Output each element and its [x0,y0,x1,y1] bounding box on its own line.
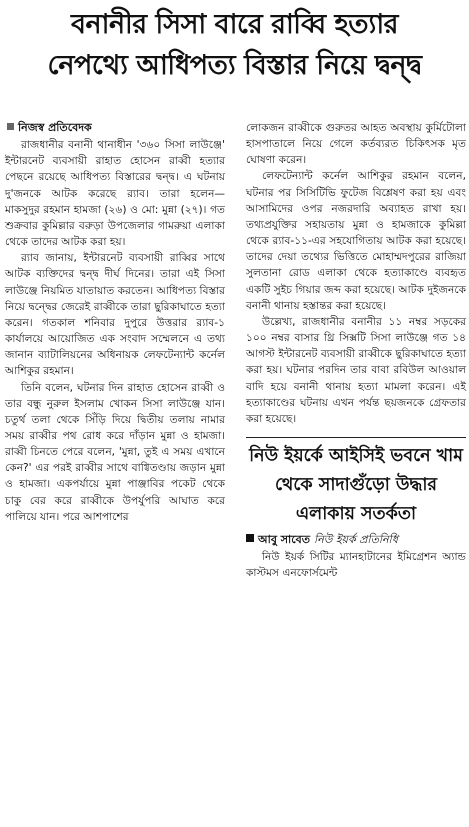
left-column [5,120,225,525]
second-story-byline-name: আবু সাবেত [258,532,311,546]
byline [5,120,225,136]
paragraph: র‍্যাব জানায়, ইন্টারনেট ব্যবসায়ী রাব্বির সাথে আটক ব্যক্তিদের দ্বন্দ্ব দীর্ঘ দিনের। তারা এই সিসা লাউঞ্জে নিয়মিত যাতায়াত করতেন। আধিপত্য বিস্তার নিয়ে দ্বন্দ্বের জেরেই রাব্বীকে তারা ছুরিকাঘাতে হত্যা করেন। গতকাল শনিবার দুপুরে উত্তরার র‍্যাব-১ কার্যালয়ে আয়োজিত এক সংবাদ সম্মেলনে এ তথ্য জানান ব্যাটালিয়নের অধিনায়ক লেফটেন্যান্ট কর্নেল আশিকুর রহমান। [5,252,225,378]
headline [6,4,463,86]
byline-bullet-icon [246,534,254,542]
second-story [246,437,466,581]
byline-bullet-icon [7,123,14,130]
headline-line-1: বনানীর সিসা বারে রাব্বি হত্যার [70,9,399,40]
paragraph: লোকজন রাব্বীকে গুরুতর আহত অবস্থায় কুর্মিটোলা হাসপাতালে নিয়ে গেলে কর্তব্যরত চিকিৎসক মৃত ঘোষণা করেন। [246,122,466,167]
second-story-byline [246,532,466,548]
paragraph: রাজধানীর বনানী থানাধীন '৩৬০ সিসা লাউঞ্জে' ইন্টারনেট ব্যবসায়ী রাহাত হোসেন রাব্বী হত্যার পেছনে রয়েছে আধিপত্য বিস্তারের দ্বন্দ্ব। এ ঘটনায় দু'জনকে আটক করেছে র‍্যাব। তারা হলেন— মাকসুদুর রহমান হামজা (২৬) ও মো: মুন্না (২৭)। গত শুক্রবার কুমিল্লার বরুড়া উপজেলার গামরুয়া এলাকা থেকে তাদের আটক করা হয়। [5,139,225,249]
second-story-lead: নিউ ইয়র্ক সিটির ম্যানহাটানের ইমিগ্রেশন অ্যান্ড কাস্টমস এনফোর্সমেন্ট [246,551,466,580]
second-story-byline-desk: নিউ ইয়র্ক প্রতিনিধি [314,532,398,546]
second-story-headline: নিউ ইয়র্কে আইসিই ভবনে খাম থেকে সাদাগুঁড়ো উদ্ধার এলাকায় সতর্কতা [249,445,463,524]
paragraph: উল্লেখ্য, রাজধানীর বনানীর ১১ নম্বর সড়কের ১০০ নম্বর বাসার থ্রি সিক্সটি সিসা লাউঞ্জে গত ১৪ আগস্ট ইন্টারনেট ব্যবসায়ী রাব্বীকে ছুরিকাঘাতে হত্যা করা হয়। ঘটনার পরদিন তার বাবা রবিউল আওয়াল বাদি হয়ে বনানী থানায় হত্যা মামলা করেন। এই হত্যাকাণ্ডের ঘটনায় এখন পর্যন্ত ছয়জনকে গ্রেফতার করা হয়েছে। [246,315,466,425]
paragraph: তিনি বলেন, ঘটনার দিন রাহাত হোসেন রাব্বী ও তার বন্ধু নুরুল ইসলাম খোকন সিসা লাউঞ্জে যান। চতুর্থ তলা থেকে সিঁড়ি দিয়ে দ্বিতীয় তলায় নামার সময় রাব্বীর পথ রোধ করে দাঁড়ান মুন্না ও হামজা। রাব্বী চিনতে পেরে বলেন, 'মুন্না, তুই এ সময় এখানে কেন?' এর পরই রাব্বীর সাথে বাগ্বিতণ্ডায় জড়ান মুন্না ও হামজা। একপর্যায়ে মুন্না পাঞ্জাবির পকেট থেকে চাকু বের করে রাব্বীকে উপর্যুপরি আঘাত করে পালিয়ে যান। পরে আশপাশের [5,381,225,523]
paragraph: লেফটেন্যান্ট কর্নেল আশিকুর রহমান বলেন, ঘটনার পর সিসিটিভি ফুটেজ বিশ্লেষণ করা হয় এবং আসামিদের ওপর নজরদারি অব্যাহত রাখা হয়। তথ্যপ্রযুক্তির সহায়তায় মুন্না ও হামজাকে কুমিল্লা থেকে র‍্যাব-১১-এর সহযোগিতায় আটক করা হয়েছে। তাদের দেয়া তথ্যের ভিত্তিতে মোহাম্মদপুরের রাজিয়া সুলতানা রোড এলাকা থেকে হত্যাকাণ্ডে ব্যবহৃত একটি সুইচ গিয়ার জব্দ করা হয়েছে। আটক দুইজনকে বনানী থানায় হস্তান্তর করা হয়েছে। [246,170,466,312]
headline-line-2: নেপথ্যে আধিপত্য বিস্তার নিয়ে দ্বন্দ্ব [47,50,422,81]
byline-text: নিজস্ব প্রতিবেদক [18,121,92,134]
right-column [246,120,466,581]
